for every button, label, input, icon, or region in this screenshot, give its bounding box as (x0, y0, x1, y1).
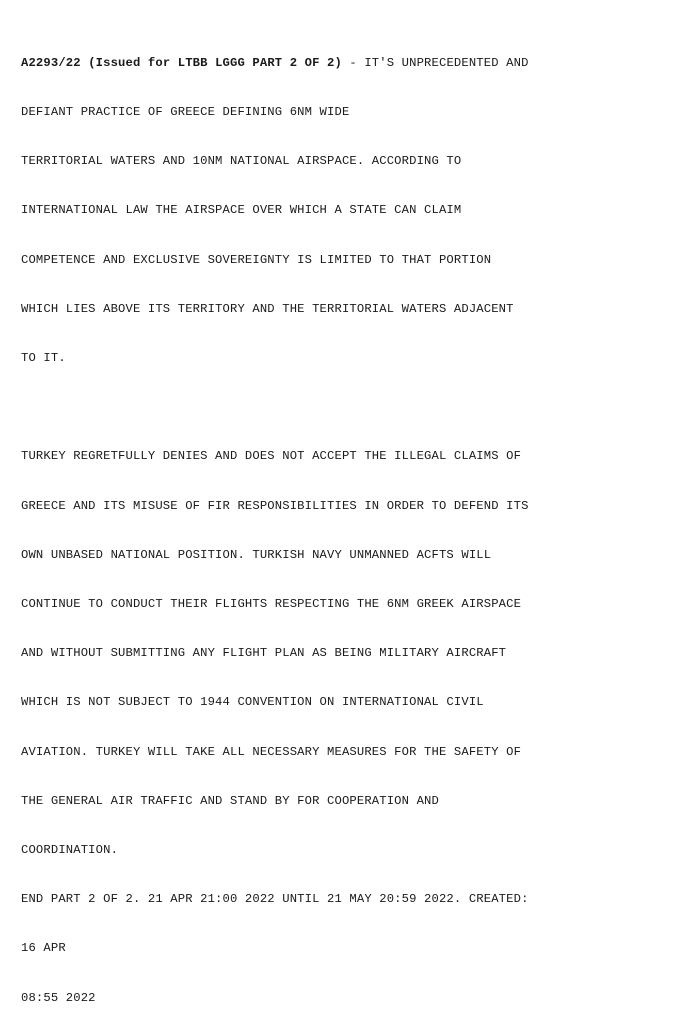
notam-header-rest: - IT'S UNPRECEDENTED AND (341, 55, 529, 70)
paragraph2-line: AND WITHOUT SUBMITTING ANY FLIGHT PLAN AS BEING MILITARY AIRCRAFT (21, 646, 507, 661)
paragraph1-line: TO IT. (21, 351, 66, 366)
paragraph1-line: INTERNATIONAL LAW THE AIRSPACE OVER WHICH A STATE CAN CLAIM (21, 203, 462, 218)
paragraph2-line: COORDINATION. (21, 843, 119, 858)
notam-header-line (21, 55, 691, 71)
paragraph1-line: TERRITORIAL WATERS AND 10NM NATIONAL AIRSPACE. ACCORDING TO (21, 154, 462, 169)
paragraph2-line: GREECE AND ITS MISUSE OF FIR RESPONSIBILITIES IN ORDER TO DEFEND ITS (21, 498, 529, 513)
notam-issued-for: (Issued for LTBB LGGG PART 2 OF 2) (88, 55, 342, 70)
paragraph2-line: THE GENERAL AIR TRAFFIC AND STAND BY FOR COOPERATION AND (21, 793, 439, 808)
footer-line: 08:55 2022 (21, 990, 96, 1005)
paragraph1-line: DEFIANT PRACTICE OF GREECE DEFINING 6NM WIDE (21, 105, 350, 120)
paragraph-gap (21, 399, 691, 415)
paragraph2-line: WHICH IS NOT SUBJECT TO 1944 CONVENTION ON INTERNATIONAL CIVIL (21, 695, 484, 710)
notam-text (21, 22, 691, 1022)
paragraph2-line: TURKEY REGRETFULLY DENIES AND DOES NOT ACCEPT THE ILLEGAL CLAIMS OF (21, 449, 522, 464)
footer-line: END PART 2 OF 2. 21 APR 21:00 2022 UNTIL 21 MAY 20:59 2022. CREATED: (21, 892, 529, 907)
paragraph1-line: WHICH LIES ABOVE ITS TERRITORY AND THE TERRITORIAL WATERS ADJACENT (21, 301, 514, 316)
paragraph1-line: COMPETENCE AND EXCLUSIVE SOVEREIGNTY IS LIMITED TO THAT PORTION (21, 252, 492, 267)
paragraph2-line: CONTINUE TO CONDUCT THEIR FLIGHTS RESPECTING THE 6NM GREEK AIRSPACE (21, 597, 522, 612)
footer-line: 16 APR (21, 941, 66, 956)
notam-id: A2293/22 (21, 55, 81, 70)
paragraph2-line: OWN UNBASED NATIONAL POSITION. TURKISH NAVY UNMANNED ACFTS WILL (21, 547, 492, 562)
paragraph2-line: AVIATION. TURKEY WILL TAKE ALL NECESSARY MEASURES FOR THE SAFETY OF (21, 744, 522, 759)
